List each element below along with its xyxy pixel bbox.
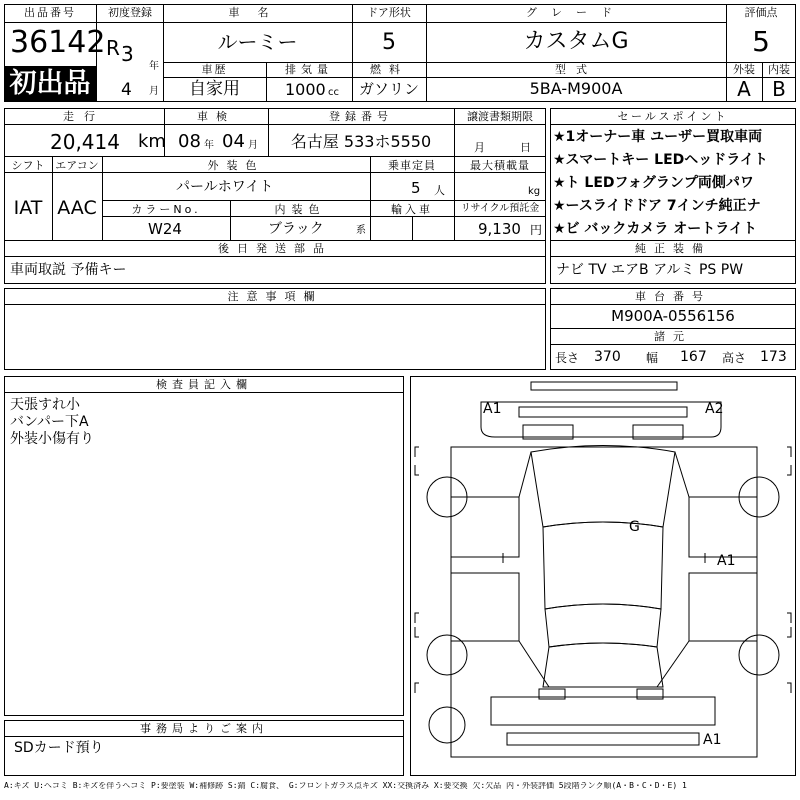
model-label: 型式 [555,63,597,76]
mileage: 20,414 [50,130,120,154]
displacement: 1000 [285,80,326,99]
model: 5BA-M900A [529,79,623,98]
recycle-unit: 円 [530,223,543,237]
recycle-label: リサイクル預託金 [460,203,540,214]
sales-point-item: ★ースライドドア 7インチ純正ナ [553,198,761,214]
legend: A:キズ U:ヘコミ B:キズを伴うヘコミ P:要塗装 W:補修跡 S:錆 C:腐食、 G:フロントガラス点キズ XX:交換済み X:要交換 欠:欠品 内・外装評価 5段階ランク順(A・B・C・D・E) 1 [4,782,687,790]
year-unit: 年 [149,61,159,72]
transfer-label: 譲渡書類期限 [467,110,533,123]
inspector-line: バンパー下A [10,414,89,430]
lot-number-label: 出品番号 [24,6,76,19]
registration-month: 4 [121,80,132,100]
equipment-label: 純正装備 [635,242,711,255]
car-name-label: 車名 [228,6,287,19]
capacity-unit: 人 [434,184,445,197]
damage-mark: A1 [717,553,736,569]
sales-point-item: ★スマートキー LEDヘッドライト [553,152,768,168]
sales-points-label: セールスポイント [617,110,729,123]
exterior-color: パールホワイト [176,179,274,195]
exterior-grade-label: 外装 [733,63,755,76]
color-no: W24 [148,220,182,238]
color-no-label: カラーNo. [131,203,201,216]
later-parts-label: 後日発送部品 [218,242,332,255]
score-label: 評価点 [744,6,778,19]
month-unit: 月 [149,86,159,97]
lot-number: 36142 [10,25,106,60]
shift-label: シフト [11,159,45,172]
interior-color: ブラック [268,221,324,237]
mileage-unit: km [138,131,166,152]
height-label: 高さ [722,351,747,365]
damage-mark: A1 [483,401,502,417]
ac-label: エアコン [55,159,99,172]
inspection-label: 車検 [197,110,235,123]
interior-grade-label: 内装 [768,63,790,76]
interior-color-suffix: 系 [356,225,366,236]
capacity-label: 乗車定員 [388,159,436,172]
ac: AAC [57,197,97,219]
sales-point-item: ★1オーナー車 ユーザー買取車両 [553,129,763,145]
era: R [106,36,120,60]
door-count: 5 [382,30,396,55]
sales-point-item: ★ト LEDフォグランプ両側パワ [553,175,754,191]
equipment: ナビ TV エアB アルミ PS PW [556,262,744,278]
sales-point-item: ★ビ バックカメラ オートライト [553,221,757,237]
fuel: ガソリン [358,80,419,98]
load-label: 最大積載量 [470,159,530,172]
sales-points-list [553,128,794,240]
car-damage-diagram [410,376,796,776]
dimensions-label: 諸元 [654,330,692,343]
history-label: 車歴 [201,63,228,76]
transfer-month-unit: 月 [474,141,485,154]
width-value: 167 [680,349,707,365]
displacement-label: 排気量 [285,63,333,76]
inspector-label: 検査員記入欄 [156,378,252,391]
inspection-year: 08 [178,131,201,152]
inspector-line: 外装小傷有り [10,431,94,447]
mileage-label: 走行 [63,110,105,123]
grade: カスタムG [523,29,629,54]
color-label: 外装色 [207,159,265,172]
exterior-grade: A [737,77,751,101]
first-listing-text: 初出品 [9,68,91,99]
car-name: ルーミー [217,30,298,54]
length-label: 長さ [555,351,580,365]
capacity: 5 [411,179,421,197]
door-label: ドア形状 [367,6,411,19]
fuel-label: 燃料 [370,63,408,76]
damage-mark: A1 [703,732,722,748]
plate-label: 登録番号 [329,110,393,123]
history: 自家用 [189,79,240,99]
width-label: 幅 [646,351,659,365]
damage-mark: G [629,519,640,535]
notes-label: 注意事項欄 [227,290,323,303]
later-parts: 車両取説 予備キー [10,262,127,278]
inspection-year-unit: 年 [204,140,214,151]
shift: IAT [13,197,43,219]
transfer-day-unit: 日 [520,141,531,154]
plate: 名古屋 533ホ5550 [290,132,432,151]
interior-color-label: 内装色 [274,203,326,216]
grade-label: グレード [526,6,626,19]
displacement-unit: cc [328,87,339,98]
interior-grade: B [772,77,786,101]
chassis-label: 車台番号 [635,290,711,303]
damage-mark: A2 [705,401,724,417]
recycle-amount: 9,130 [478,220,521,238]
office-text: SDカード預り [14,740,104,756]
height-value: 173 [760,349,787,365]
load-unit: kg [528,186,541,197]
first-registration-label: 初度登録 [108,6,152,19]
car-outline-svg [411,377,795,775]
registration-year: 3 [121,42,134,66]
chassis-number: M900A-0556156 [611,307,735,325]
office-label: 事務局よりご案内 [140,722,268,735]
length-value: 370 [594,349,621,365]
import-label: 輸入車 [391,203,433,216]
inspection-month: 04 [222,131,245,152]
inspection-month-unit: 月 [248,140,258,151]
score: 5 [752,25,770,58]
inspector-line: 天張すれ小 [10,397,80,413]
